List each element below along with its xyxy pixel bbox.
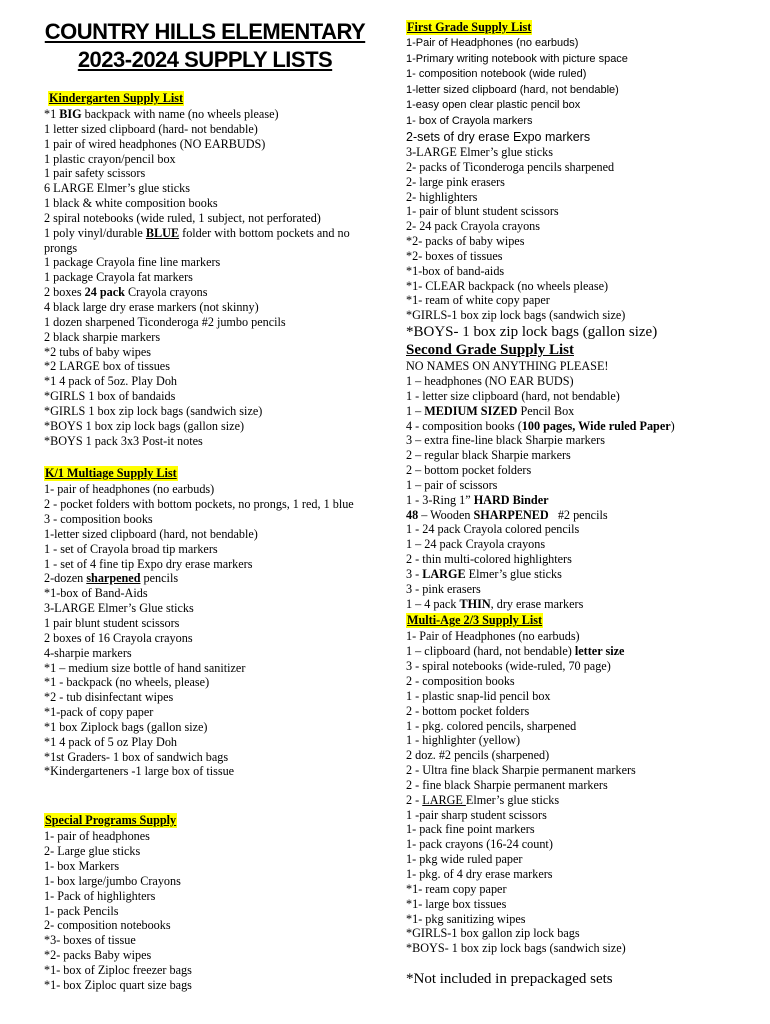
item-text-part: ) bbox=[670, 418, 675, 433]
item-emphasis: sharpened bbox=[86, 571, 141, 586]
list-item: 1 - pkg. colored pencils, sharpened bbox=[406, 718, 577, 733]
item-text-part: 2 - bbox=[406, 792, 423, 807]
item-text-part: 3 - bbox=[406, 566, 423, 581]
list-item: *2 LARGE box of tissues bbox=[44, 359, 170, 374]
list-item: 1 – pair of scissors bbox=[406, 477, 498, 492]
item-text-part: pencils bbox=[140, 571, 179, 586]
list-item: 1 - set of Crayola broad tip markers bbox=[44, 541, 218, 556]
list-item: 2 - composition books bbox=[406, 674, 515, 688]
list-item: *1-pack of copy paper bbox=[44, 705, 154, 720]
list-item: 1 pair of wired headphones (NO EARBUDS) bbox=[44, 136, 266, 151]
item-text-part: Crayola crayons bbox=[124, 285, 208, 300]
item-emphasis: THIN bbox=[459, 596, 491, 611]
list-item: 1- Pack of highlighters bbox=[44, 888, 156, 903]
list-item: *1-box of Band-Aids bbox=[44, 586, 148, 601]
first-grade-sans-list bbox=[406, 36, 756, 129]
item-text-part: 1 - 3-Ring 1” bbox=[406, 492, 474, 507]
list-item: *2- boxes of tissues bbox=[406, 248, 503, 263]
item-emphasis: 24 pack bbox=[84, 285, 125, 300]
item-text-part: Elmer’s glue sticks bbox=[465, 792, 560, 807]
special-programs-list bbox=[44, 829, 374, 992]
list-item: 1 letter sized clipboard (hard- not bendable) bbox=[44, 121, 258, 136]
list-item: *1- box of Ziploc freezer bags bbox=[44, 962, 192, 977]
list-item: 2 - bottom pocket folders bbox=[406, 703, 530, 718]
list-item: *1 – medium size bottle of hand sanitizer bbox=[44, 660, 246, 675]
list-item: 2- composition notebooks bbox=[44, 918, 171, 933]
item-text-part: *1 bbox=[44, 107, 60, 121]
list-item: 1 – headphones (NO EAR BUDS) bbox=[406, 373, 574, 388]
list-item bbox=[406, 419, 756, 434]
item-text-part: 1 – clipboard (hard, not bendable) bbox=[406, 644, 575, 659]
item-emphasis: SHARPENED bbox=[473, 507, 549, 522]
list-item: *1- box Ziploc quart size bags bbox=[44, 977, 192, 992]
list-item: 1 package Crayola fine line markers bbox=[44, 255, 221, 270]
list-item: 2 doz. #2 pencils (sharpened) bbox=[406, 748, 550, 763]
list-item: *2 - tub disinfectant wipes bbox=[44, 690, 174, 705]
list-item: 1 dozen sharpened Ticonderoga #2 jumbo pencils bbox=[44, 314, 286, 329]
first-grade-expo-item: 2-sets of dry erase Expo markers bbox=[406, 130, 591, 144]
item-text-part: Pencil Box bbox=[517, 403, 575, 418]
list-item: 1 - plastic snap-lid pencil box bbox=[406, 688, 551, 703]
list-item: 1 - highlighter (yellow) bbox=[406, 733, 521, 748]
list-item: *BOYS 1 pack 3x3 Post-it notes bbox=[44, 433, 203, 448]
list-item bbox=[44, 571, 374, 586]
list-item: 4-sharpie markers bbox=[44, 645, 132, 660]
list-item: *GIRLS 1 box zip lock bags (sandwich size) bbox=[44, 403, 263, 418]
list-item: 1- box Markers bbox=[44, 858, 120, 873]
list-item: *1st Graders- 1 box of sandwich bags bbox=[44, 749, 229, 764]
list-item bbox=[406, 508, 756, 523]
list-item: 1- pkg. of 4 dry erase markers bbox=[406, 866, 553, 881]
left-column bbox=[44, 89, 374, 993]
list-item: 1- pkg wide ruled paper bbox=[406, 852, 523, 867]
list-item: 1- pair of headphones (no earbuds) bbox=[44, 482, 215, 497]
item-emphasis: HARD Binder bbox=[473, 492, 549, 507]
list-item: 1- pack crayons (16-24 count) bbox=[406, 837, 553, 852]
list-item bbox=[406, 404, 756, 419]
list-item: 2 black sharpie markers bbox=[44, 329, 161, 344]
item-text-part: – Wooden bbox=[418, 507, 474, 522]
list-item: *GIRLS-1 box gallon zip lock bags bbox=[406, 926, 580, 941]
item-text-part: backpack with name (no wheels please) bbox=[81, 107, 279, 121]
list-item bbox=[406, 567, 756, 582]
list-item: NO NAMES ON ANYTHING PLEASE! bbox=[406, 359, 609, 374]
list-item: 1- pair of headphones bbox=[44, 829, 150, 844]
right-column bbox=[406, 18, 756, 988]
list-item: 4 black large dry erase markers (not skinny) bbox=[44, 299, 259, 314]
page-title bbox=[30, 18, 380, 74]
item-emphasis: MEDIUM SIZED bbox=[424, 403, 518, 418]
first-grade-list bbox=[406, 145, 756, 323]
multiage-23-heading: Multi-Age 2/3 Supply List bbox=[407, 613, 543, 628]
item-emphasis: 48 bbox=[406, 507, 419, 522]
list-item: 2 - fine black Sharpie permanent markers bbox=[406, 777, 608, 792]
item-text-part: #2 pencils bbox=[548, 507, 608, 522]
list-item: 3 – extra fine-line black Sharpie markers bbox=[406, 433, 605, 448]
kindergarten-list bbox=[44, 107, 374, 448]
list-item: 1 pair safety scissors bbox=[44, 166, 146, 181]
title-year: 2023-2024 SUPPLY LISTS bbox=[77, 47, 333, 72]
list-item: 2- packs of Ticonderoga pencils sharpened bbox=[406, 159, 615, 174]
list-item: *1-box of band-aids bbox=[406, 263, 505, 278]
list-item: *BOYS 1 box zip lock bags (gallon size) bbox=[44, 418, 245, 433]
list-item: *2- packs Baby wipes bbox=[44, 948, 152, 963]
list-item: 1-letter sized clipboard (hard, not bendable) bbox=[44, 526, 258, 541]
list-item: 2 – bottom pocket folders bbox=[406, 463, 532, 478]
list-item: *2 tubs of baby wipes bbox=[44, 344, 151, 359]
list-item: *1- ream copy paper bbox=[406, 881, 507, 896]
multiage-23-list bbox=[406, 629, 756, 956]
list-item: *GIRLS 1 box of bandaids bbox=[44, 389, 176, 404]
list-item: *1 box Ziplock bags (gallon size) bbox=[44, 719, 208, 734]
list-item: *1 4 pack of 5oz. Play Doh bbox=[44, 374, 178, 389]
list-item: *Kindergarteners -1 large box of tissue bbox=[44, 764, 235, 779]
list-item: 2 spiral notebooks (wide ruled, 1 subject, not perforated) bbox=[44, 210, 321, 225]
list-item: 3 - pink erasers bbox=[406, 581, 481, 596]
footnote: *Not included in prepackaged sets bbox=[406, 971, 613, 988]
multiage-k1-list bbox=[44, 482, 374, 779]
list-item: 1 black & white composition books bbox=[44, 196, 218, 211]
list-item: 1-Pair of Headphones (no earbuds) bbox=[406, 37, 579, 49]
list-item: 1- box large/jumbo Crayons bbox=[44, 873, 181, 888]
kindergarten-heading: Kindergarten Supply List bbox=[49, 91, 184, 105]
item-emphasis: BIG bbox=[59, 107, 82, 121]
item-text-part: , dry erase markers bbox=[490, 596, 584, 611]
item-text-part: 2 boxes bbox=[44, 285, 85, 300]
item-text-part: 1 – bbox=[406, 403, 425, 418]
list-item: 3-LARGE Elmer’s glue sticks bbox=[406, 145, 554, 159]
list-item: 1-Primary writing notebook with picture space bbox=[406, 52, 628, 65]
special-programs-heading: Special Programs Supply bbox=[45, 813, 177, 828]
list-item: *1- ream of white copy paper bbox=[406, 293, 550, 308]
list-item: *1- CLEAR backpack (no wheels please) bbox=[406, 278, 609, 293]
list-item bbox=[406, 793, 756, 808]
list-item: 2- highlighters bbox=[406, 189, 478, 204]
list-item: 1- pack fine point markers bbox=[406, 822, 535, 837]
item-emphasis: BLUE bbox=[145, 225, 180, 240]
list-item: 2- large pink erasers bbox=[406, 174, 505, 189]
item-text-part: 1 – 4 pack bbox=[406, 596, 460, 611]
list-item: 1-letter sized clipboard (hard, not bendable) bbox=[406, 83, 619, 96]
item-emphasis: 100 pages, Wide ruled Paper bbox=[521, 418, 671, 433]
list-item: 3-LARGE Elmer’s Glue sticks bbox=[44, 601, 194, 616]
list-item: *3- boxes of tissue bbox=[44, 933, 136, 948]
list-item: *2- packs of baby wipes bbox=[406, 234, 525, 249]
list-item: 6 LARGE Elmer’s glue sticks bbox=[44, 181, 191, 196]
list-item: 1 - set of 4 fine tip Expo dry erase markers bbox=[44, 556, 253, 571]
list-item: 1 – 24 pack Crayola crayons bbox=[406, 537, 546, 552]
list-item: 1- box of Crayola markers bbox=[406, 114, 533, 127]
list-item: 1 plastic crayon/pencil box bbox=[44, 151, 176, 166]
item-text-part: folder with bottom pockets and no prongs bbox=[44, 225, 350, 255]
list-item: 2 - pocket folders with bottom pockets, no prongs, 1 red, 1 blue bbox=[44, 497, 354, 512]
list-item: 1 -pair sharp student scissors bbox=[406, 807, 547, 822]
list-item: *1 - backpack (no wheels, please) bbox=[44, 675, 210, 690]
item-text-part: 2-dozen bbox=[44, 571, 87, 586]
item-emphasis: LARGE bbox=[422, 566, 466, 581]
first-grade-boys-item: *BOYS- 1 box zip lock bags (gallon size) bbox=[406, 324, 658, 341]
item-text-part: LARGE bbox=[422, 792, 466, 807]
list-item: 2 boxes of 16 Crayola crayons bbox=[44, 630, 193, 645]
list-item: 1- Pair of Headphones (no earbuds) bbox=[406, 629, 580, 644]
second-grade-list bbox=[406, 359, 756, 611]
item-text-part: 4 - composition books ( bbox=[406, 418, 522, 433]
list-item: 1-easy open clear plastic pencil box bbox=[406, 99, 581, 111]
list-item: 1 - 24 pack Crayola colored pencils bbox=[406, 522, 580, 537]
list-item bbox=[406, 644, 756, 659]
list-item: 2 - thin multi-colored highlighters bbox=[406, 552, 572, 567]
list-item: *1- pkg sanitizing wipes bbox=[406, 911, 526, 926]
list-item: 2- 24 pack Crayola crayons bbox=[406, 219, 541, 234]
list-item: 3 - composition books bbox=[44, 512, 153, 527]
list-item: 3 - spiral notebooks (wide-ruled, 70 page) bbox=[406, 659, 611, 674]
list-item: *1 4 pack of 5 oz Play Doh bbox=[44, 734, 178, 749]
list-item: 1 - letter size clipboard (hard, not bendable) bbox=[406, 388, 620, 403]
list-item bbox=[44, 226, 374, 256]
second-grade-heading: Second Grade Supply List bbox=[406, 342, 574, 359]
list-item bbox=[44, 107, 374, 122]
first-grade-heading: First Grade Supply List bbox=[407, 20, 532, 34]
item-text-part: 1 poly vinyl/durable bbox=[44, 225, 146, 240]
item-emphasis: letter size bbox=[574, 644, 625, 659]
list-item bbox=[44, 285, 374, 300]
school-name: COUNTRY HILLS ELEMENTARY bbox=[44, 19, 366, 44]
list-item: 1 package Crayola fat markers bbox=[44, 270, 193, 285]
list-item: 1 pair blunt student scissors bbox=[44, 616, 180, 630]
list-item: 2 - Ultra fine black Sharpie permanent markers bbox=[406, 763, 636, 778]
multiage-k1-heading: K/1 Multiage Supply List bbox=[45, 466, 177, 481]
list-item: 1- composition notebook (wide ruled) bbox=[406, 68, 587, 80]
list-item: *GIRLS-1 box zip lock bags (sandwich size) bbox=[406, 308, 626, 323]
list-item: 1- pack Pencils bbox=[44, 903, 119, 918]
list-item: 1- pair of blunt student scissors bbox=[406, 204, 559, 219]
list-item: *BOYS- 1 box zip lock bags (sandwich size) bbox=[406, 941, 626, 956]
list-item: 2- Large glue sticks bbox=[44, 844, 141, 859]
list-item: 2 – regular black Sharpie markers bbox=[406, 448, 571, 463]
list-item bbox=[406, 597, 756, 612]
list-item bbox=[406, 493, 756, 508]
list-item: *1- large box tissues bbox=[406, 896, 507, 911]
item-text-part: Elmer’s glue sticks bbox=[465, 566, 562, 581]
